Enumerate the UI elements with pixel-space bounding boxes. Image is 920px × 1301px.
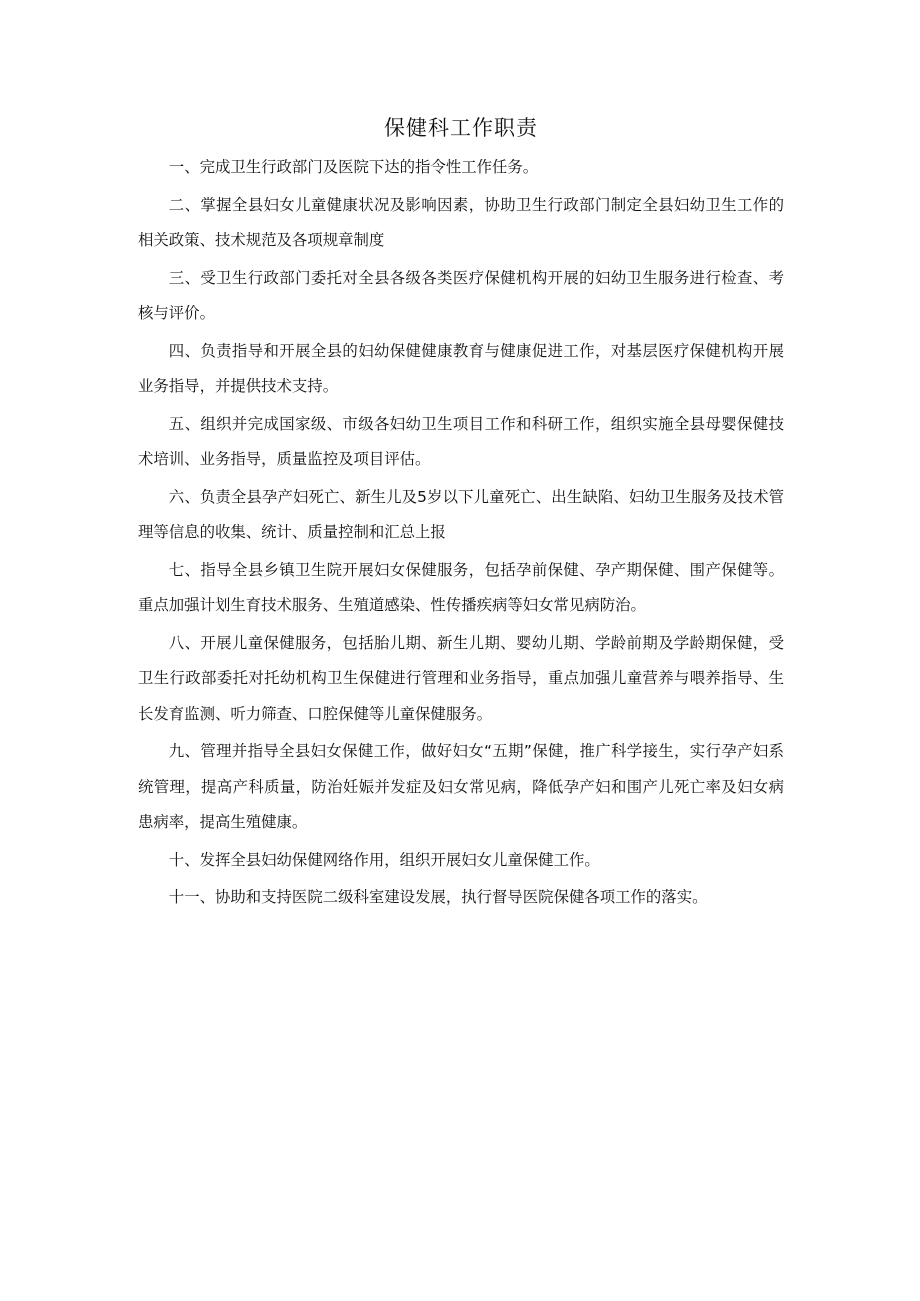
page-title: 保健科工作职责: [384, 116, 538, 140]
duty-item-4: 四、负责指导和开展全县的妇幼保健健康教育与健康促进工作，对基层医疗保健机构开展业务指导，并提供技术支持。: [138, 341, 784, 395]
duty-item-7: 七、指导全县乡镇卫生院开展妇女保健服务，包括孕前保健、孕产期保健、围产保健等。重点加强计划生育技术服务、生殖道感染、性传播疾病等妇女常见病防治。: [138, 560, 784, 614]
duty-item-3: 三、受卫生行政部门委托对全县各级各类医疗保健机构开展的妇幼卫生服务进行检查、考核与评价。: [138, 268, 784, 322]
duty-item-10: 十、发挥全县妇幼保健网络作用，组织开展妇女儿童保健工作。: [168, 850, 600, 869]
duty-item-6: 六、负责全县孕产妇死亡、新生儿及5岁以下儿童死亡、出生缺陷、妇幼卫生服务及技术管理等信息的收集、统计、质量控制和汇总上报: [138, 487, 784, 541]
duty-item-11: 十一、协助和支持医院二级科室建设发展，执行督导医院保健各项工作的落实。: [168, 888, 708, 906]
duty-item-5: 五、组织并完成国家级、市级各妇幼卫生项目工作和科研工作，组织实施全县母婴保健技术培训、业务指导，质量监控及项目评估。: [138, 414, 784, 468]
duty-item-1: 一、完成卫生行政部门及医院下达的指令性工作任务。: [168, 158, 539, 176]
duty-item-8: 八、开展儿童保健服务，包括胎儿期、新生儿期、婴幼儿期、学龄前期及学龄期保健，受卫生行政部委托对托幼机构卫生保健进行管理和业务指导，重点加强儿童营养与喂养指导、生长发育监测、听力筛查、口腔保健等儿童保健服务。: [138, 633, 784, 723]
document-page: [138, 113, 784, 918]
duty-item-9: 九、管理并指导全县妇女保健工作，做好妇女“五期”保健，推广科学接生，实行孕产妇系统管理，提高产科质量，防治妊娠并发症及妇女常见病，降低孕产妇和围产儿死亡率及妇女病患病率，提高生殖健康。: [138, 742, 784, 831]
duty-item-2: 二、掌握全县妇女儿童健康状况及影响因素，协助卫生行政部门制定全县妇幼卫生工作的相关政策、技术规范及各项规章制度: [138, 195, 784, 249]
